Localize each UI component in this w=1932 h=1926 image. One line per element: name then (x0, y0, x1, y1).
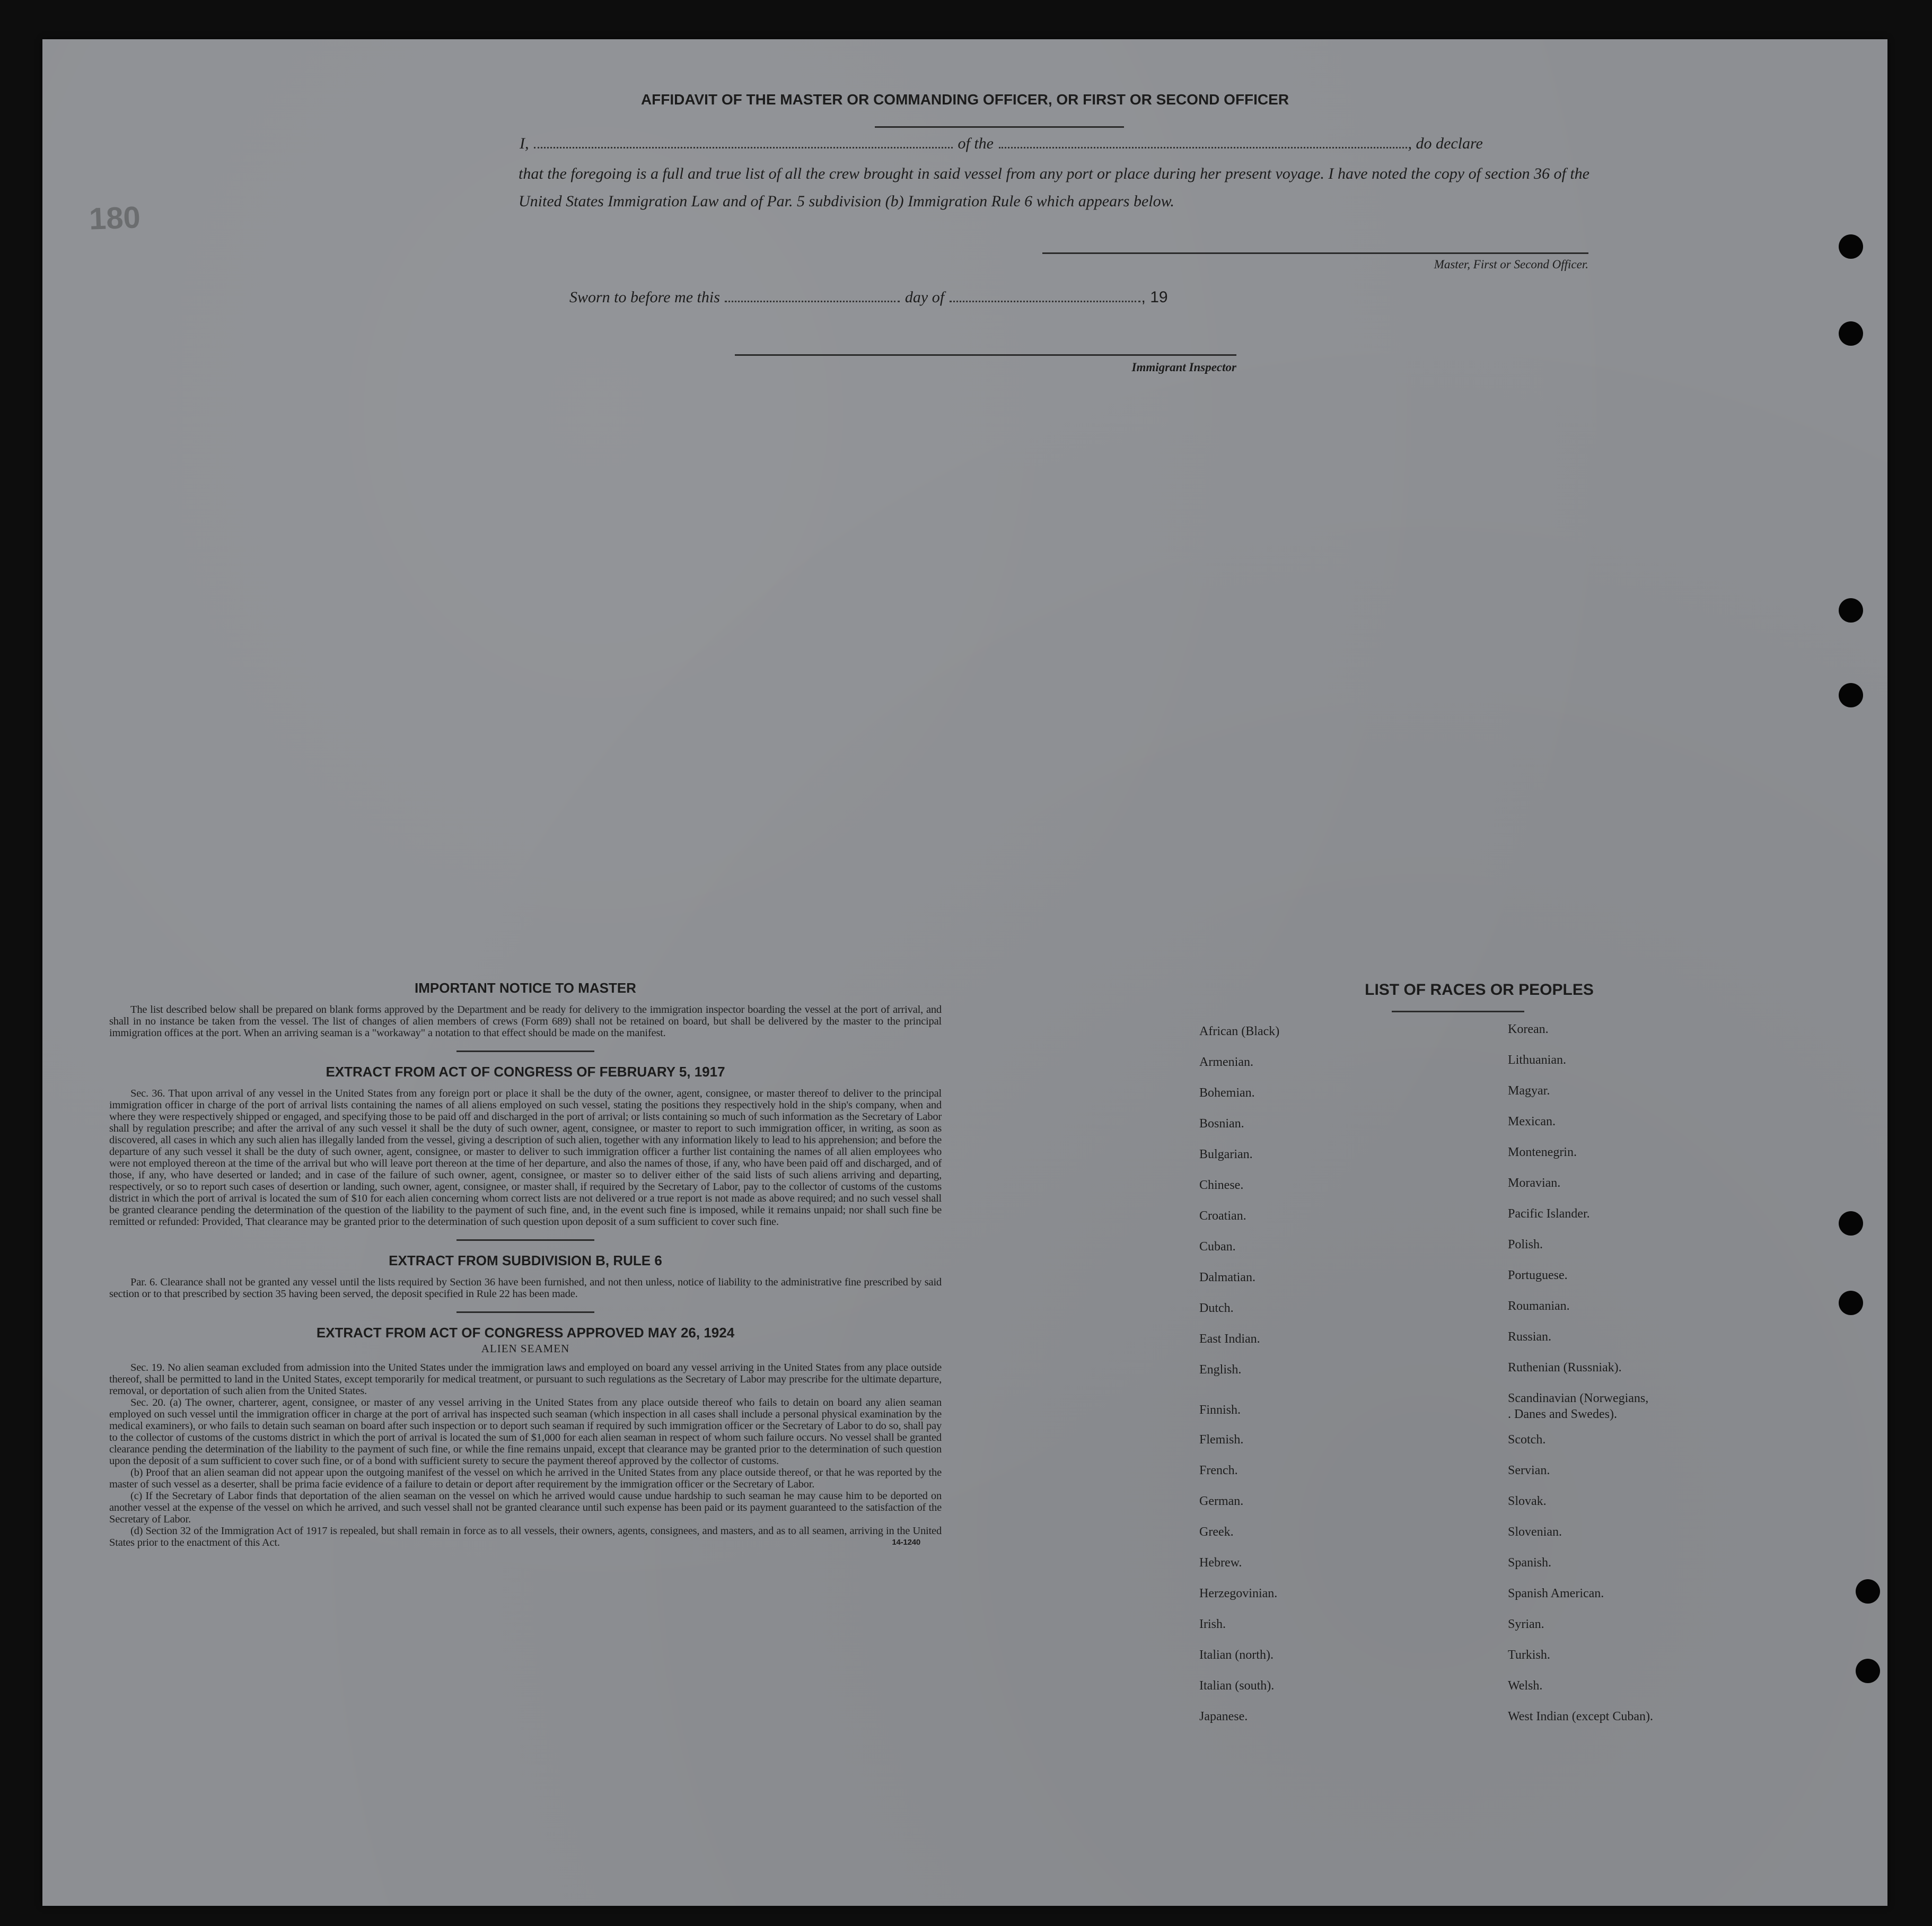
divider (456, 1311, 594, 1313)
race-item: Croatian. (1199, 1209, 1246, 1223)
race-item: Herzegovinian. (1199, 1587, 1278, 1600)
extract-1917-text (109, 1088, 942, 1228)
race-item: Cuban. (1199, 1240, 1236, 1254)
notice-title: IMPORTANT NOTICE TO MASTER (415, 980, 636, 996)
race-item: Irish. (1199, 1617, 1226, 1631)
title-underline (875, 126, 1124, 128)
sec-19-text: Sec. 19. No alien seaman excluded from admission into the United States under the immigration laws and employed on board any vessel arriving in the United States from any place outside thereof, shall be permitted to land in the United States, except temporarily for medical treatment, or pursuant to such regulations as the Secretary of Labor may prescribe for the ultimate departure, removal, or deportation of such alien from the United States. (109, 1362, 942, 1397)
race-item: West Indian (except Cuban). (1508, 1710, 1653, 1723)
race-item: Flemish. (1199, 1433, 1244, 1447)
race-item: Korean. (1508, 1022, 1549, 1036)
races-title-underline (1392, 1011, 1524, 1012)
race-item: French. (1199, 1464, 1238, 1477)
race-item: Hebrew. (1199, 1556, 1242, 1570)
form-number: 14-1240 (892, 1538, 920, 1547)
race-item: Magyar. (1508, 1084, 1550, 1098)
sworn-label: Sworn to before me this (569, 288, 720, 306)
divider (456, 1050, 594, 1052)
vessel-blank (999, 147, 1407, 148)
race-item: Welsh. (1508, 1679, 1543, 1693)
race-item: Slovak. (1508, 1494, 1547, 1508)
sec-36-label: Sec. 36. (130, 1088, 165, 1099)
extract-rule6-title: EXTRACT FROM SUBDIVISION B, RULE 6 (389, 1253, 662, 1268)
race-item: Bulgarian. (1199, 1148, 1253, 1161)
margin-stamp-number: 180 (88, 200, 141, 237)
i-label: I, (520, 135, 529, 152)
officer-signature-label: Master, First or Second Officer. (1434, 258, 1588, 271)
do-declare-label: , do declare (1408, 135, 1483, 152)
race-item: Spanish American. (1508, 1587, 1604, 1600)
punch-hole (1839, 683, 1863, 707)
race-item: Italian (south). (1199, 1679, 1275, 1693)
inspector-signature-line (735, 354, 1236, 356)
race-item: Mexican. (1508, 1115, 1556, 1128)
race-item: Dutch. (1199, 1301, 1234, 1315)
race-item: Russian. (1508, 1330, 1552, 1344)
sec-20a-text: Sec. 20. (a) The owner, charterer, agent, consignee, or master of any vessel arriving in the United States from any place outside thereof who fails to detain on board any alien seaman employed on such vessel until the immigration officer in charge at the port of arrival has inspected such seaman (which inspection in all cases shall include a personal physical examination by the medical examiners), or who fails to detain such seaman on board after such inspection or to deport such seaman if required by such immigration officer or the Secretary of Labor to do so, shall pay to the collector of customs of the customs district in which the port of arrival is located the sum of $1,000 for each alien seaman in respect of whom such failure occurs. No vessel shall be granted clearance pending the determination of the liability to the payment of such fine, or while the fine remains unpaid, except that clearance may be granted prior to the determination of such question upon the deposit of a sum sufficient to cover such fine, or of a bond with sufficient surety to secure the payment thereof approved by the collector of customs. (109, 1397, 942, 1467)
sworn-line (569, 288, 1168, 307)
sec-20d-body: (d) Section 32 of the Immigration Act of 1917 is repealed, but shall remain in force as to all vessels, their owners, agents, consignees, and masters, and as to all seamen, arriving in the United States prior to the enactment of this Act. (109, 1525, 942, 1548)
alien-seamen-subtitle: ALIEN SEAMEN (481, 1342, 570, 1355)
manifest-page (42, 39, 1887, 1906)
sec-20d-text (109, 1525, 942, 1548)
punch-hole (1839, 234, 1863, 259)
race-item: Polish. (1508, 1238, 1543, 1251)
notice-text: The list described below shall be prepared on blank forms approved by the Department and be ready for delivery to the immigration inspector boarding the vessel at the port of arrival, and shall in no instance be taken from the vessel. The list of changes of alien members of crews (Form 689) shall not be retained on board, but shall be delivered by the master to the principal immigration offices at the port. When an arriving seaman is a "workaway" a notation to that effect should be made on the manifest. (109, 1004, 942, 1039)
race-item: Montenegrin. (1508, 1145, 1577, 1159)
race-item: Spanish. (1508, 1556, 1552, 1570)
punch-hole (1839, 321, 1863, 346)
sec-20b-text: (b) Proof that an alien seaman did not appear upon the outgoing manifest of the vessel on which he arrived in the United States from any place outside thereof, or that he was reported by the master of such vessel as a deserter, shall be prima facie evidence of a failure to detain or deport after requirement by the immigration officer or the Secretary of Labor. (109, 1467, 942, 1490)
race-item: Dalmatian. (1199, 1271, 1255, 1284)
race-item: Portuguese. (1508, 1268, 1568, 1282)
race-item: Lithuanian. (1508, 1053, 1566, 1067)
race-item: Syrian. (1508, 1617, 1544, 1631)
race-item: Roumanian. (1508, 1299, 1570, 1313)
name-blank (534, 147, 953, 148)
of-the-label: of the (958, 135, 994, 152)
race-item: Bosnian. (1199, 1117, 1244, 1131)
punch-hole (1839, 1211, 1863, 1236)
race-item: East Indian. (1199, 1332, 1260, 1346)
legal-notices-column (109, 980, 942, 1548)
races-title: LIST OF RACES OR PEOPLES (1365, 981, 1594, 999)
punch-hole (1839, 598, 1863, 623)
punch-hole (1856, 1659, 1880, 1683)
race-item: Scandinavian (Norwegians, (1508, 1391, 1649, 1405)
race-item: Turkish. (1508, 1648, 1550, 1662)
year-prefix: , 19 (1141, 288, 1168, 306)
sworn-month-blank (950, 301, 1140, 302)
extract-rule6-text: Par. 6. Clearance shall not be granted any vessel until the lists required by Section 36 have been furnished, and not then unless, notice of liability to the administrative fine prescribed by said section or to that prescribed by section 35 having been served, the deposit specified in Rule 22 has been made. (109, 1276, 942, 1300)
race-item: Chinese. (1199, 1178, 1244, 1192)
declaration-line (520, 135, 1483, 153)
punch-hole (1856, 1579, 1880, 1604)
inspector-signature-label: Immigrant Inspector (1131, 361, 1236, 374)
punch-hole (1839, 1291, 1863, 1315)
race-item: Japanese. (1199, 1710, 1248, 1723)
race-item: Servian. (1508, 1464, 1550, 1477)
race-item: Bohemian. (1199, 1086, 1255, 1100)
race-item: Greek. (1199, 1525, 1234, 1539)
race-item: Slovenian. (1508, 1525, 1562, 1539)
sworn-day-blank (725, 301, 900, 302)
day-of-label: day of (904, 288, 945, 306)
race-item: African (Black) (1199, 1025, 1280, 1038)
officer-signature-line (1042, 252, 1588, 254)
sec-20c-text: (c) If the Secretary of Labor finds that deportation of the alien seaman on the vessel on which he arrived would cause undue hardship to such seaman he may cause him to be deported on another vessel at the expense of the vessel on which he arrived, and such vessel shall not be granted clearance until such expense has been paid or its payment guaranteed to the satisfaction of the Secretary of Labor. (109, 1490, 942, 1525)
race-item: Armenian. (1199, 1055, 1253, 1069)
declaration-body: that the foregoing is a full and true list of all the crew brought in said vessel from any port or place during her present voyage. I have noted the copy of section 36 of the United States Immigration Law and of Par. 5 subdivision (b) Immigration Rule 6 which appears below. (519, 165, 1589, 210)
race-item: . Danes and Swedes). (1508, 1407, 1617, 1421)
divider (456, 1239, 594, 1241)
race-item: German. (1199, 1494, 1244, 1508)
affidavit-title: AFFIDAVIT OF THE MASTER OR COMMANDING OFFICER, OR FIRST OR SECOND OFFICER (640, 91, 1289, 108)
race-item: Moravian. (1508, 1176, 1561, 1190)
race-item: Scotch. (1508, 1433, 1546, 1447)
race-item: Finnish. (1199, 1403, 1241, 1417)
extract-1924-title: EXTRACT FROM ACT OF CONGRESS APPROVED MAY 26, 1924 (316, 1325, 735, 1341)
race-item: Pacific Islander. (1508, 1207, 1590, 1221)
race-item: Ruthenian (Russniak). (1508, 1361, 1622, 1375)
race-item: English. (1199, 1363, 1242, 1377)
race-item: Italian (north). (1199, 1648, 1274, 1662)
sec-36-body: That upon arrival of any vessel in the United States from any foreign port or place it shall be the duty of the owner, agent, consignee, or master thereof to deliver to the principal immigration officer in charge of the port of arrival lists containing the names of all aliens employed on such vessel, stating the positions they respectively hold in the ship's company, when and where they were respectively shipped or engaged, and specifying those to be paid off and discharged in the port of arrival; or lists containing so much of such information as the Secretary of Labor shall by regulation prescribe; and after the arrival of any such vessel it shall be the duty of such owner, agent, consignee, or master to report to such immigration officer, in writing, as soon as discovered, all cases in which any such alien has illegally landed from the vessel, giving a description of such alien, together with any information likely to lead to his apprehension; and before the departure of any such vessel it shall be the duty of such owner, agent, consignee, or master to deliver to such immigration officer a further list containing the names of all alien employees who were not employed thereon at the time of the arrival but who will leave port thereon at the time of her departure, and also the names of those, if any, who have been paid off and discharged, and of those, if any, who have deserted or landed; and in case of the failure of such owner, agent, consignee, or master so to deliver either of the said lists of such aliens arriving and departing, respectively, or so to report such cases of desertion or landing, such owner, agent, consignee, or master shall, if required by the Secretary of Labor, pay to the collector of customs of the customs district in which the port of arrival is located the sum of $10 for each alien concerning whom correct lists are not delivered or a true report is not made as above required; and no such vessel shall be granted clearance pending the determination of the question of the liability to the payment of such fine, and, in the event such fine is imposed, while it remains unpaid; nor shall such fine be remitted or refunded: Provided, That clearance may be granted prior to the determination of such question upon deposit of a sum sufficient to cover such fine. (109, 1088, 942, 1228)
extract-1917-title: EXTRACT FROM ACT OF CONGRESS OF FEBRUARY 5, 1917 (326, 1064, 725, 1080)
